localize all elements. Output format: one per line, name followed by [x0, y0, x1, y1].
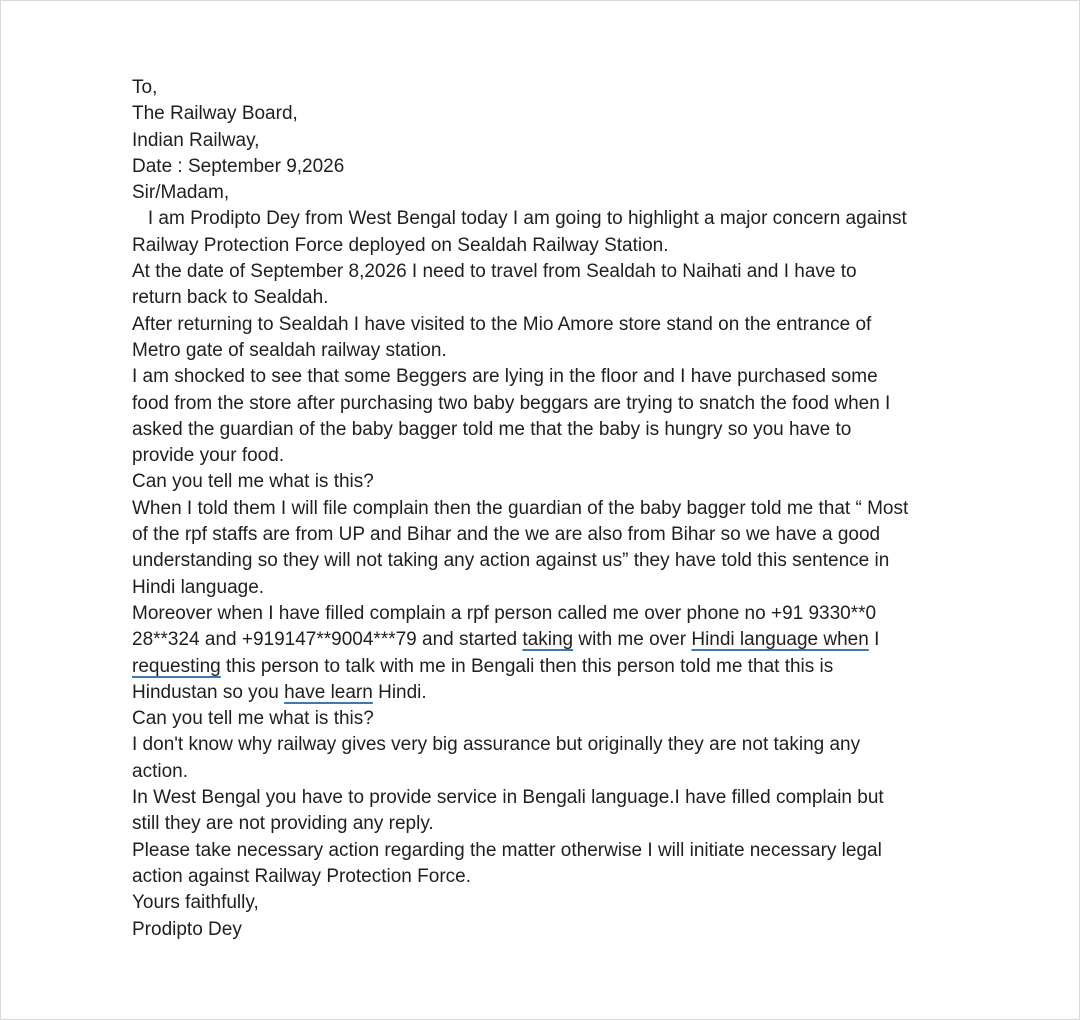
letter-line: I don't know why railway gives very big assurance but originally they are not taking any: [132, 734, 861, 756]
letter-line: When I told them I will file complain then the guardian of the baby bagger told me that “ Most: [132, 497, 909, 519]
letter-line: Yours faithfully,: [132, 892, 259, 914]
letter-text-segment: 28**324 and +919147**9004***79 and started: [132, 629, 523, 651]
letter-line: Railway Protection Force deployed on Sealdah Railway Station.: [132, 234, 669, 256]
letter-text-segment: this person to talk with me in Bengali then this person told me that this is: [220, 655, 834, 677]
letter-line: I am Prodipto Dey from West Bengal today I am going to highlight a major concern against: [132, 208, 907, 230]
letter-line: Metro gate of sealdah railway station.: [132, 339, 447, 361]
spellcheck-underlined-text: requesting: [132, 655, 221, 677]
letter-line: Hindi language.: [132, 576, 265, 598]
letter-line: [132, 680, 972, 706]
letter-line: understanding so they will not taking any action against us” they have told this sentence in: [132, 550, 890, 572]
letter-line: The Railway Board,: [132, 103, 298, 125]
letter-text-segment: with me over: [573, 629, 692, 651]
letter-line: Can you tell me what is this?: [132, 471, 374, 493]
letter-line: provide your food.: [132, 445, 285, 467]
letter-text-segment: Hindustan so you: [132, 681, 285, 703]
letter-line: Prodipto Dey: [132, 918, 242, 940]
letter-line: After returning to Sealdah I have visited to the Mio Amore store stand on the entrance of: [132, 313, 872, 335]
letter-line: food from the store after purchasing two baby beggars are trying to snatch the food when I: [132, 392, 891, 414]
letter-line: Please take necessary action regarding the matter otherwise I will initiate necessary legal: [132, 839, 882, 861]
letter-line: Can you tell me what is this?: [132, 708, 374, 730]
letter-line: I am shocked to see that some Beggers are lying in the floor and I have purchased some: [132, 366, 878, 388]
spellcheck-underlined-text: Hindi language when: [691, 629, 869, 651]
letter-text-segment: I: [868, 629, 880, 651]
letter-line: Moreover when I have filled complain a rpf person called me over phone no +91 9330**0: [132, 602, 877, 624]
letter-line: action against Railway Protection Force.: [132, 865, 471, 887]
spellcheck-underlined-text: have learn: [284, 681, 373, 703]
letter-line: Sir/Madam,: [132, 182, 230, 204]
spellcheck-underlined-text: taking: [522, 629, 574, 651]
letter-body: [132, 75, 972, 943]
letter-line: return back to Sealdah.: [132, 287, 329, 309]
letter-line: To,: [132, 77, 158, 98]
letter-line: [132, 627, 972, 653]
letter-line: asked the guardian of the baby bagger told me that the baby is hungry so you have to: [132, 418, 852, 440]
letter-line: Indian Railway,: [132, 129, 260, 151]
letter-line: of the rpf staffs are from UP and Bihar and the we are also from Bihar so we have a good: [132, 524, 881, 546]
letter-text-segment: Hindi.: [372, 681, 427, 703]
letter-line: action.: [132, 760, 188, 782]
letter-line: [132, 654, 972, 680]
letter-line: Date : September 9,2026: [132, 155, 345, 177]
letter-line: still they are not providing any reply.: [132, 813, 434, 835]
letter-line: At the date of September 8,2026 I need to travel from Sealdah to Naihati and I have to: [132, 261, 857, 283]
letter-line: In West Bengal you have to provide service in Bengali language.I have filled complain but: [132, 787, 884, 809]
